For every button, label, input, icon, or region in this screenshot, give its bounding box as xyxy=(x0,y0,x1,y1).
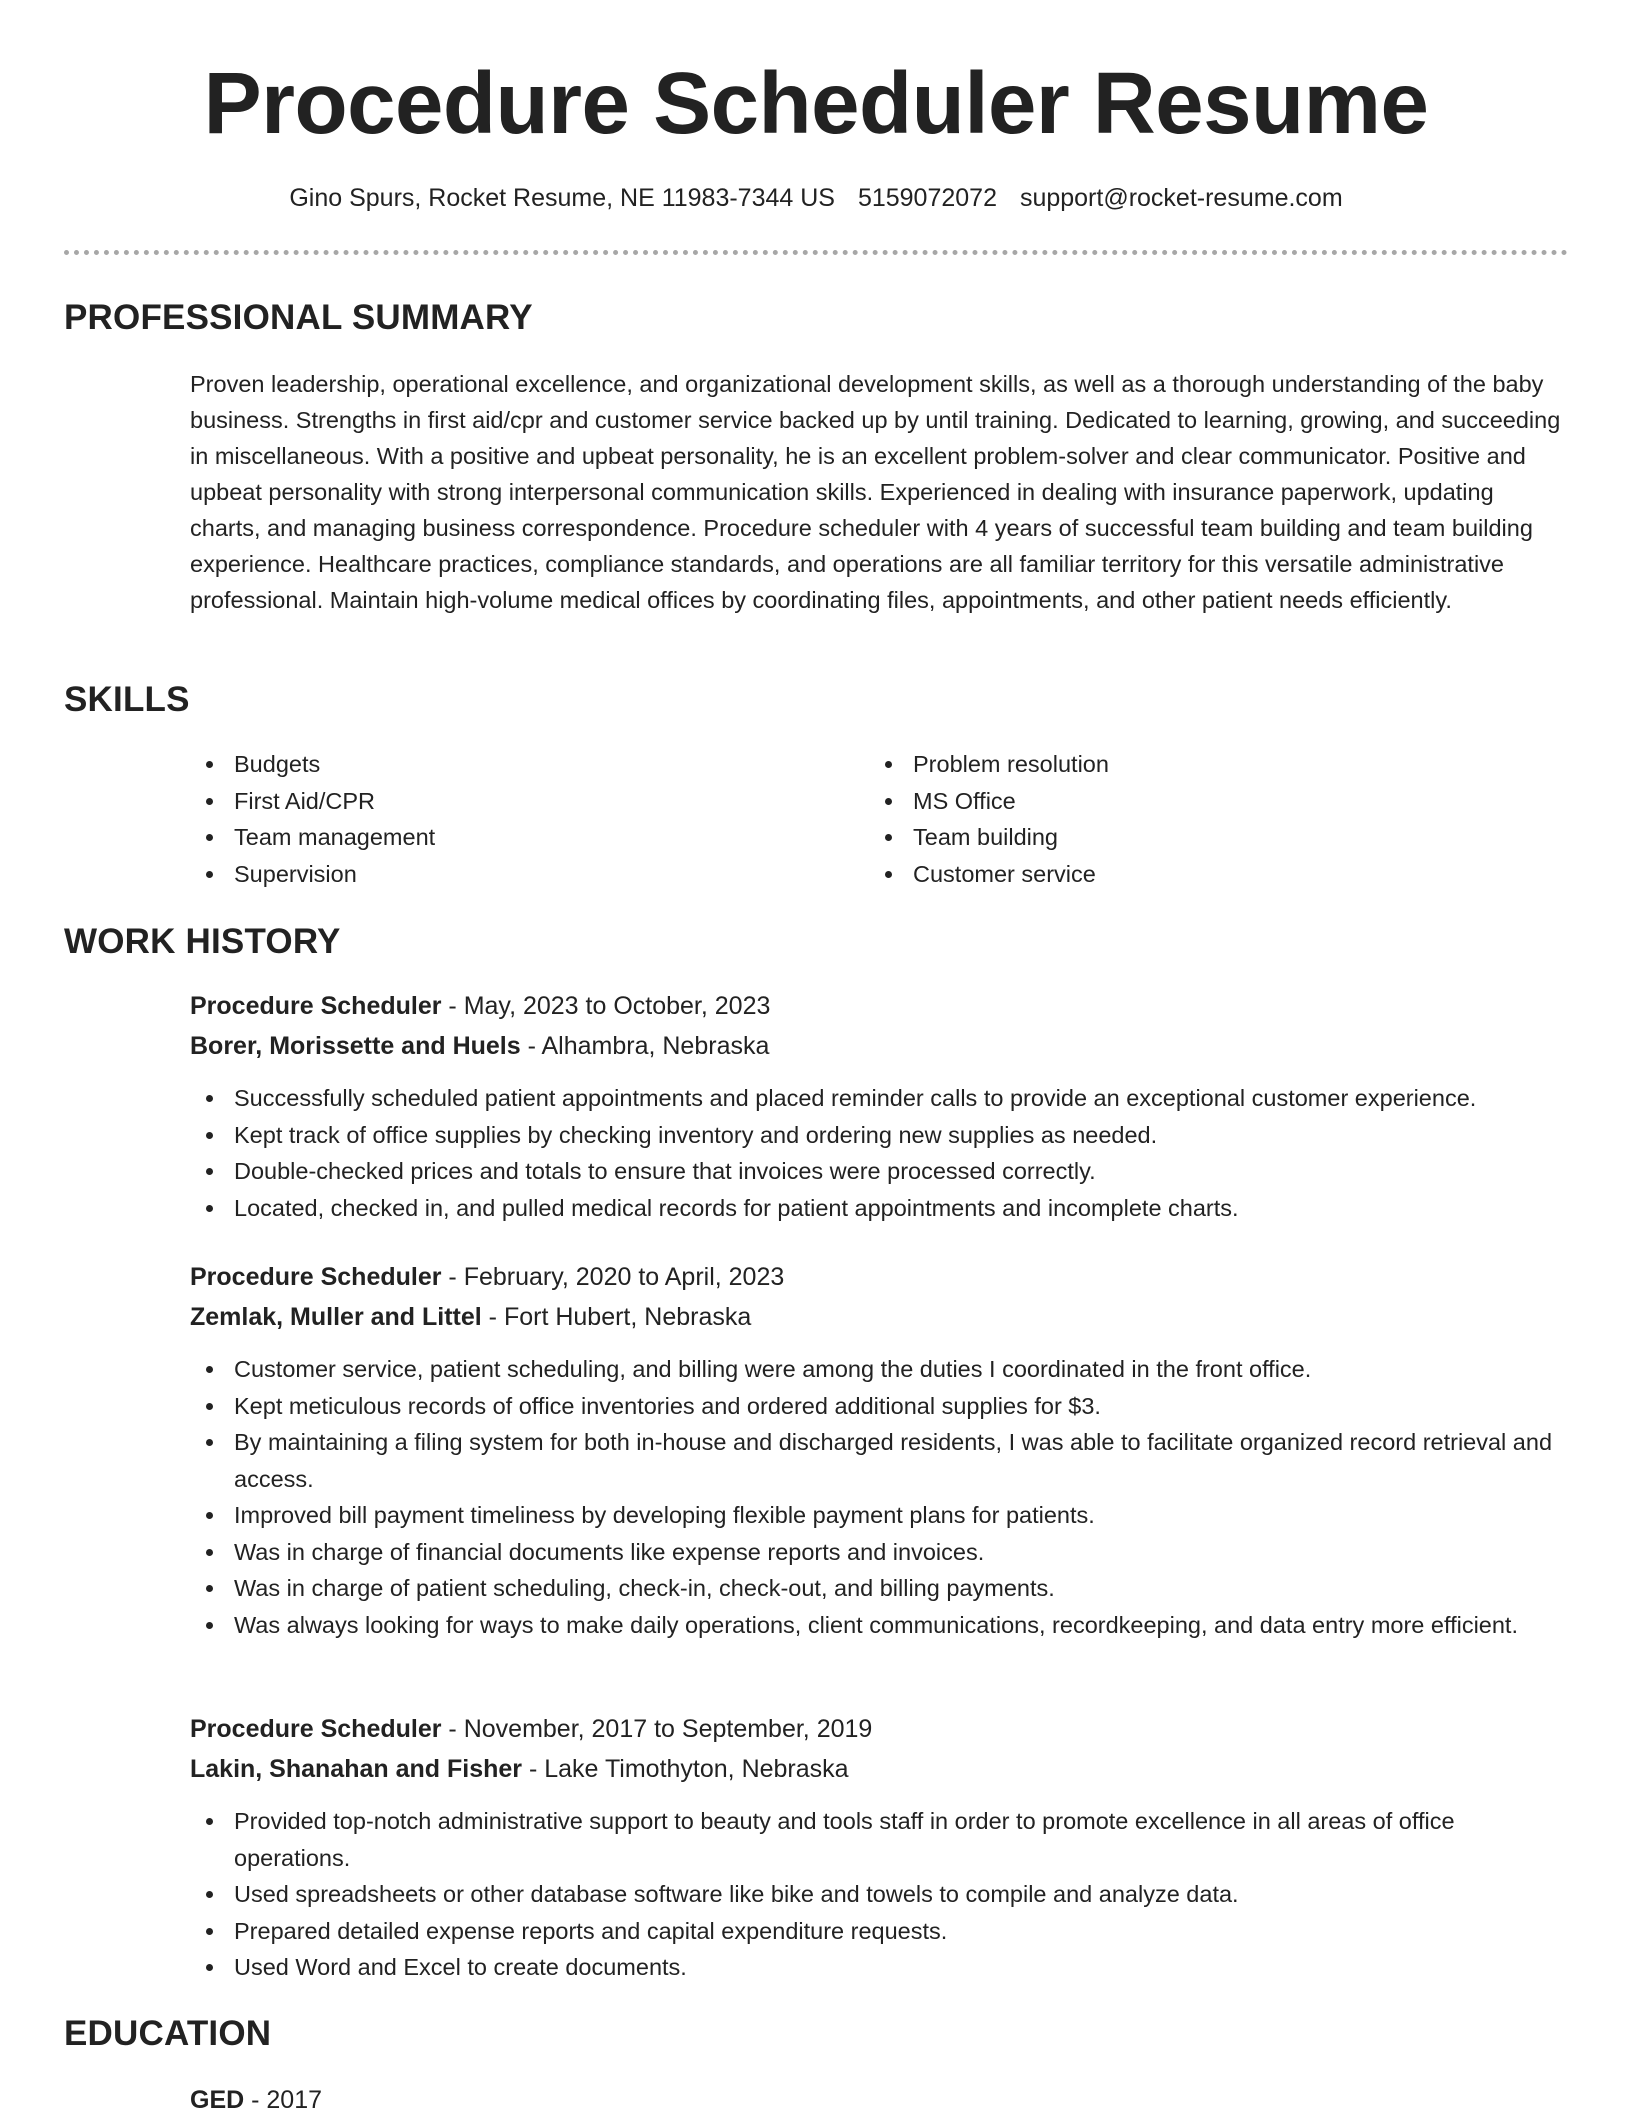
job-title: Procedure Scheduler xyxy=(190,1263,442,1291)
skill-item: Team building xyxy=(869,819,1509,856)
summary-text: Proven leadership, operational excellence, and organizational development skills, as well as a thorough understanding of the baby business. Strengths in first aid/cpr and customer service backed up by until training. Dedicated to learning, growing, and succeeding in miscellaneous. With a positive and upbeat personality, he is an excellent problem-solver and clear communicator. Positive and upbeat personality with strong interpersonal communication skills. Experienced in dealing with insurance paperwork, updating charts, and managing business correspondence. Procedure scheduler with 4 years of successful team building and team building experience. Healthcare practices, compliance standards, and operations are all familiar territory for this versatile administrative professional. Maintain high-volume medical offices by coordinating files, appointments, and other patient needs efficiently. xyxy=(190,371,1561,613)
job-title: Procedure Scheduler xyxy=(190,992,442,1020)
job-title-line xyxy=(190,1709,1570,1749)
contact-line xyxy=(0,180,1632,216)
job-dates: - May, 2023 to October, 2023 xyxy=(441,992,771,1020)
job-company-line xyxy=(190,1026,1570,1066)
job-bullet: Prepared detailed expense reports and capital expenditure requests. xyxy=(190,1913,1570,1950)
education-year: - 2017 xyxy=(244,2086,323,2114)
job-bullet: Kept track of office supplies by checking inventory and ordering new supplies as needed. xyxy=(190,1117,1570,1154)
education-degree: GED xyxy=(190,2086,245,2114)
skill-item: Budgets xyxy=(190,746,830,783)
skill-item: First Aid/CPR xyxy=(190,783,830,820)
contact-email: support@rocket-resume.com xyxy=(1019,184,1343,212)
job-bullet: Improved bill payment timeliness by developing flexible payment plans for patients. xyxy=(190,1497,1570,1534)
job-location: - Lake Timothyton, Nebraska xyxy=(522,1755,849,1783)
skills-heading: SKILLS xyxy=(64,680,190,719)
resume-title: Procedure Scheduler Resume xyxy=(203,55,1429,152)
skill-item: Team management xyxy=(190,819,830,856)
job-company-line xyxy=(190,1749,1570,1789)
job-bullet: Located, checked in, and pulled medical records for patient appointments and incomplete charts. xyxy=(190,1190,1570,1227)
job-bullet: Provided top-notch administrative support to beauty and tools staff in order to promote excellence in all areas of office operations. xyxy=(190,1803,1570,1876)
contact-phone: 5159072072 xyxy=(857,184,997,212)
job-bullet: Successfully scheduled patient appointments and placed reminder calls to provide an exceptional customer experience. xyxy=(190,1080,1570,1117)
job-bullet: By maintaining a filing system for both in-house and discharged residents, I was able to facilitate organized record retrieval and access. xyxy=(190,1424,1570,1497)
education-heading: EDUCATION xyxy=(64,2014,272,2053)
work-history-heading: WORK HISTORY xyxy=(64,922,341,961)
skill-item: Supervision xyxy=(190,856,830,893)
job-entry xyxy=(190,986,1570,1226)
job-title: Procedure Scheduler xyxy=(190,1715,442,1743)
job-company: Borer, Morissette and Huels xyxy=(190,1032,521,1060)
job-dates: - February, 2020 to April, 2023 xyxy=(441,1263,785,1291)
skill-item: MS Office xyxy=(869,783,1509,820)
job-bullet: Used Word and Excel to create documents. xyxy=(190,1949,1570,1986)
header-divider xyxy=(64,250,1568,255)
job-location: - Fort Hubert, Nebraska xyxy=(481,1303,752,1331)
job-title-line xyxy=(190,1257,1570,1297)
skill-item: Problem resolution xyxy=(869,746,1509,783)
skills-list-left xyxy=(190,746,830,892)
job-bullet: Customer service, patient scheduling, and billing were among the duties I coordinated in the front office. xyxy=(190,1351,1570,1388)
job-entry xyxy=(190,1257,1570,1643)
job-bullet: Was always looking for ways to make daily operations, client communications, recordkeeping, and data entry more efficient. xyxy=(190,1607,1570,1644)
skills-list-right xyxy=(869,746,1509,892)
job-bullet: Was in charge of patient scheduling, check-in, check-out, and billing payments. xyxy=(190,1570,1570,1607)
job-entry xyxy=(190,1709,1570,1986)
job-bullets xyxy=(190,1803,1570,1986)
job-company: Lakin, Shanahan and Fisher xyxy=(190,1755,523,1783)
job-bullet: Used spreadsheets or other database software like bike and towels to compile and analyze data. xyxy=(190,1876,1570,1913)
job-location: - Alhambra, Nebraska xyxy=(520,1032,770,1060)
job-company: Zemlak, Muller and Littel xyxy=(190,1303,482,1331)
contact-address: Gino Spurs, Rocket Resume, NE 11983-7344 US xyxy=(289,184,835,212)
skill-item: Customer service xyxy=(869,856,1509,893)
job-bullet: Kept meticulous records of office inventories and ordered additional supplies for $3. xyxy=(190,1388,1570,1425)
job-bullet: Double-checked prices and totals to ensure that invoices were processed correctly. xyxy=(190,1153,1570,1190)
job-bullets xyxy=(190,1080,1570,1226)
education-entry xyxy=(190,2080,322,2120)
job-bullets xyxy=(190,1351,1570,1643)
job-dates: - November, 2017 to September, 2019 xyxy=(441,1715,873,1743)
job-company-line xyxy=(190,1297,1570,1337)
summary-heading: PROFESSIONAL SUMMARY xyxy=(64,298,533,337)
job-bullet: Was in charge of financial documents like expense reports and invoices. xyxy=(190,1534,1570,1571)
job-title-line xyxy=(190,986,1570,1026)
